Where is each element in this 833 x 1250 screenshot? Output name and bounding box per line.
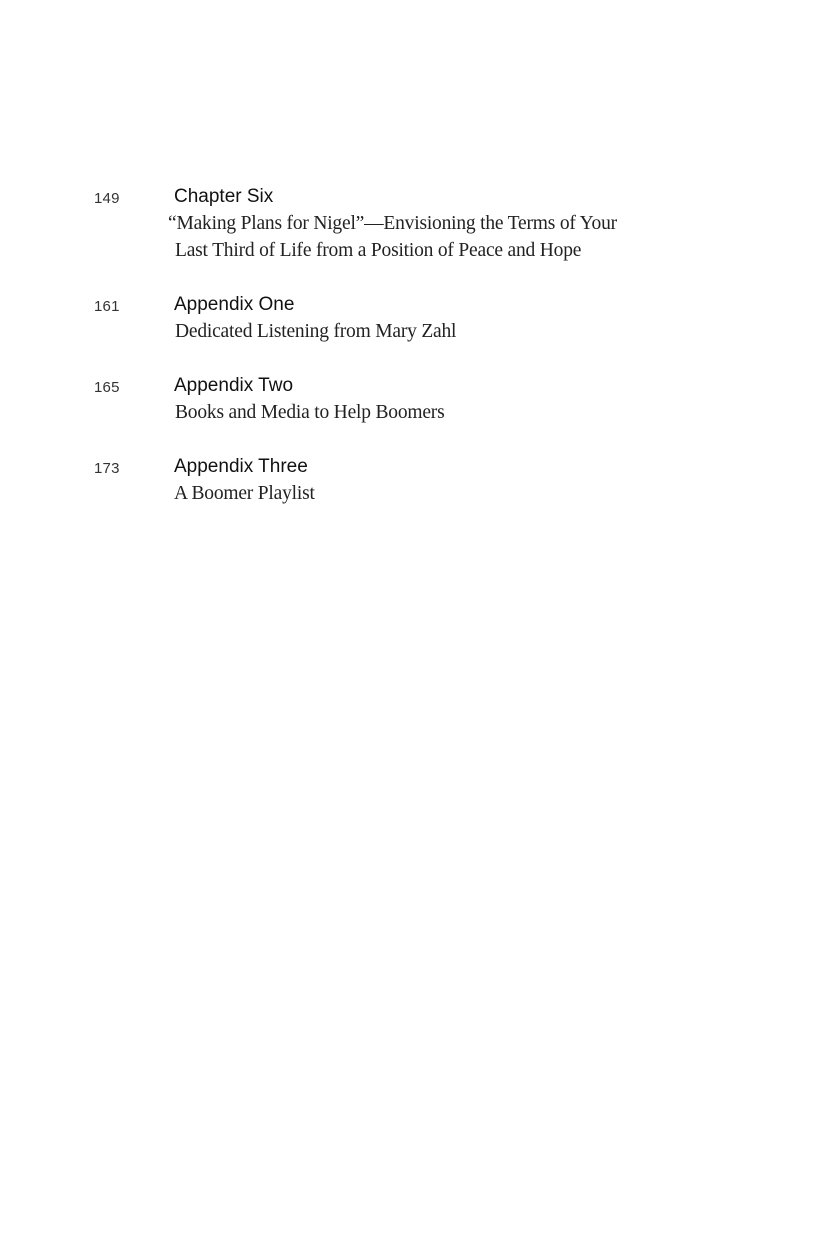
entry-heading: Chapter Six — [174, 186, 274, 207]
entry-subtitle — [175, 480, 735, 507]
entry-subtitle — [175, 318, 735, 345]
entry-heading: Appendix Two — [174, 375, 294, 396]
entry-subtitle — [175, 399, 735, 426]
subtitle-line: Books and Media to Help Boomers — [175, 402, 445, 423]
page-number: 149 — [94, 190, 120, 207]
subtitle-line: Dedicated Listening from Mary Zahl — [175, 321, 457, 342]
subtitle-line: A Boomer Playlist — [174, 483, 315, 504]
subtitle-line: Last Third of Life from a Position of Peace and Hope — [175, 240, 582, 261]
page-number: 165 — [94, 379, 120, 396]
page-number: 173 — [94, 460, 120, 477]
entry-subtitle — [168, 210, 735, 264]
subtitle-line: “Making Plans for Nigel”—Envisioning the Terms of Your — [168, 213, 617, 234]
page-number: 161 — [94, 298, 120, 315]
entry-heading: Appendix Three — [174, 456, 308, 477]
entry-heading: Appendix One — [174, 294, 295, 315]
